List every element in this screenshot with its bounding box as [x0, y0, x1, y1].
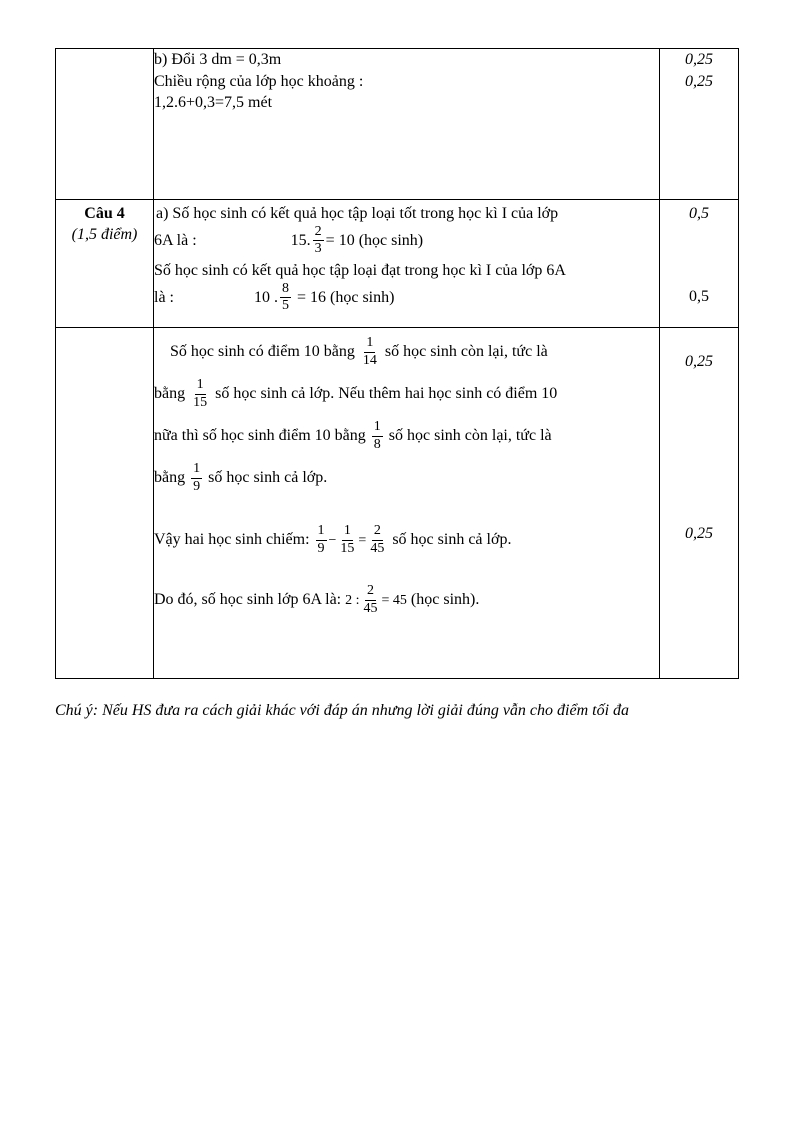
table-row [56, 328, 739, 679]
solution-cell [154, 49, 660, 200]
question-cell [56, 49, 154, 200]
solution-line: Do đó, số học sinh lớp 6A là: 2 : $\frac{2}{45}$ = 45 (học sinh). [154, 583, 480, 616]
score-cell [660, 328, 739, 679]
footnote: Chú ý: Nếu HS đưa ra cách giải khác với đáp án nhưng lời giải đúng vẫn cho điểm tối đa [55, 702, 630, 719]
score-value: 0,25 [685, 72, 713, 90]
solution-line: 1,2.6+0,3=7,5 mét [154, 94, 273, 112]
fraction: $\frac{8}{5}$ [282, 280, 289, 314]
score-cell [660, 200, 739, 328]
table-row [56, 49, 739, 200]
solution-line: Vậy hai học sinh chiếm: $\frac{1}{9}$ − $\frac{1}{15}$ = $\frac{2}{45}$ số học sinh cả lớp. [154, 523, 512, 556]
score-value: 0,25 [685, 353, 713, 370]
question-number: Câu 4 [84, 205, 125, 222]
solution-cell [154, 200, 660, 328]
fraction: $\frac{1}{15}$ [193, 377, 208, 410]
solution-line: a) Số học sinh có kết quả học tập loại tốt trong học kì I của lớp [156, 205, 559, 222]
score-value: 0,25 [685, 525, 713, 542]
solution-line: Số học sinh có điểm 10 bằng $\frac{1}{14}$ số học sinh còn lại, tức là [170, 335, 548, 368]
fraction: $\frac{2}{45}$ [370, 523, 385, 556]
question-cell [56, 200, 154, 328]
solution-line: b) Đổi 3 dm = 0,3m [154, 51, 282, 68]
score-value: 0,25 [685, 51, 713, 68]
solution-line: bằng $\frac{1}{9}$ số học sinh cả lớp. [154, 461, 328, 494]
solution-line: bằng $\frac{1}{15}$ số học sinh cả lớp. Nếu thêm hai học sinh có điểm 10 [154, 377, 558, 410]
fraction: $\frac{2}{3}$ [314, 223, 322, 257]
solution-line: Số học sinh có kết quả học tập loại đạt trong học kì I của lớp 6A [154, 261, 566, 279]
solution-line: 6A là : 15. $\frac{2}{3}$ = 10 (học sinh) [154, 223, 424, 257]
answer-table [55, 48, 739, 679]
score-cell [660, 49, 739, 200]
solution-line: nữa thì số học sinh điểm 10 bằng $\frac{1}{8}$ số học sinh còn lại, tức là [154, 419, 552, 452]
solution-cell [154, 328, 660, 679]
fraction: $\frac{2}{45}$ [363, 583, 378, 616]
solution-line: là : 10 . $\frac{8}{5}$ = 16 (học sinh) [154, 280, 395, 314]
fraction: $\frac{1}{9}$ [193, 461, 201, 494]
fraction: $\frac{1}{8}$ [373, 419, 381, 452]
solution-line: Chiều rộng của lớp học khoảng : [154, 72, 364, 90]
question-cell [56, 328, 154, 679]
question-points: (1,5 điểm) [71, 225, 138, 243]
table-row [56, 200, 739, 328]
score-value: 0,5 [689, 205, 709, 222]
fraction: $\frac{1}{15}$ [340, 523, 355, 556]
fraction: $\frac{1}{14}$ [362, 335, 377, 368]
score-value: 0,5 [689, 288, 709, 305]
fraction: $\frac{1}{9}$ [317, 523, 325, 556]
